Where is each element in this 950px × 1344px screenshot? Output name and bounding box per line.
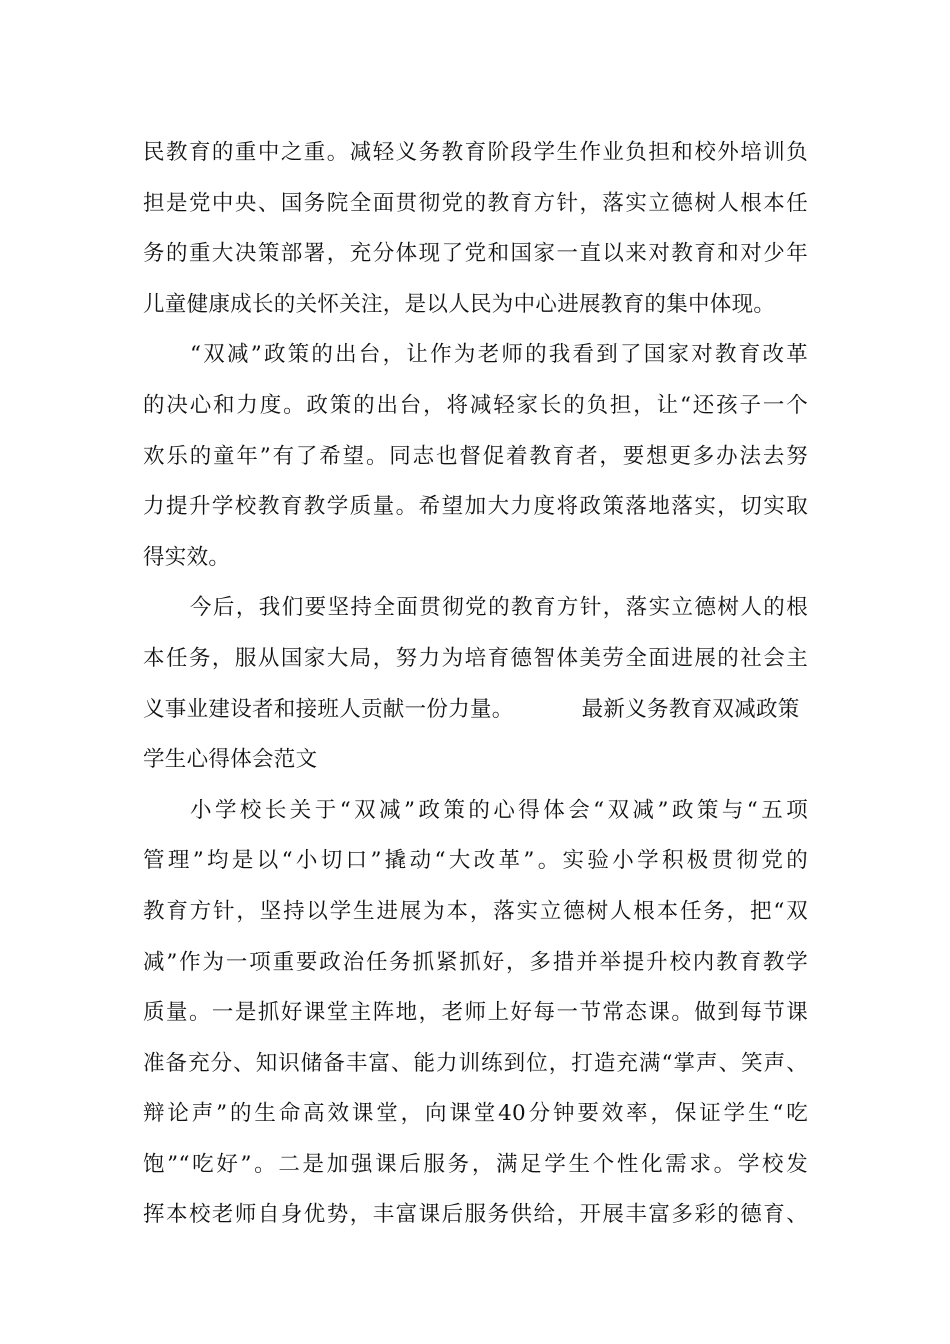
text-line: 担是党中央、国务院全面贯彻党的教育方针，落实立德树人根本任 <box>143 190 808 216</box>
text-line: 饱”“吃好”。二是加强课后服务，满足学生个性化需求。学校发 <box>143 1151 808 1177</box>
text-line: 民教育的重中之重。减轻义务教育阶段学生作业负担和校外培训负 <box>143 140 808 165</box>
text-line: 务的重大决策部署，充分体现了党和国家一直以来对教育和对少年 <box>143 241 808 267</box>
text-segment: 义事业建设者和接班人贡献一份力量。 <box>143 696 514 722</box>
text-line: 教育方针，坚持以学生进展为本，落实立德树人根本任务，把“双 <box>143 898 808 924</box>
text-line: 辩论声”的生命高效课堂，向课堂40分钟要效率，保证学生“吃 <box>143 1101 808 1127</box>
article-title-start: 最新义务教育双减政策 <box>581 696 800 722</box>
text-line: 得实效。 <box>143 544 231 570</box>
text-line: 本任务，服从国家大局，努力为培育德智体美劳全面进展的社会主 <box>143 645 808 671</box>
text-line: 管理”均是以“小切口”撬动“大改革”。实验小学积极贯彻党的 <box>143 848 808 874</box>
text-line: 儿童健康成长的关怀关注，是以人民为中心进展教育的集中体现。 <box>143 291 776 317</box>
text-line: 减”作为一项重要政治任务抓紧抓好，多措并举提升校内教育教学 <box>143 949 808 975</box>
text-line: 准备充分、知识储备丰富、能力训练到位，打造充满“掌声、笑声、 <box>143 1050 808 1076</box>
document-body <box>143 128 808 1241</box>
text-line: 挥本校老师自身优势，丰富课后服务供给，开展丰富多彩的德育、 <box>143 1202 808 1228</box>
paragraph-first-line: 今后，我们要坚持全面贯彻党的教育方针，落实立德树人的根 <box>190 595 808 621</box>
text-line: 的决心和力度。政策的出台，将减轻家长的负担，让“还孩子一个 <box>143 392 808 418</box>
text-line: 力提升学校教育教学质量。希望加大力度将政策落地落实，切实取 <box>143 494 808 520</box>
text-line: 质量。一是抓好课堂主阵地，老师上好每一节常态课。做到每节课 <box>143 1000 808 1026</box>
paragraph-first-line: “双减”政策的出台，让作为老师的我看到了国家对教育改革 <box>190 342 808 368</box>
paragraph-first-line: 小学校长关于“双减”政策的心得体会“双减”政策与“五项 <box>190 797 808 823</box>
article-title-end: 学生心得体会范文 <box>143 747 318 773</box>
text-line: 欢乐的童年”有了希望。同志也督促着教育者，要想更多办法去努 <box>143 443 808 469</box>
text-line <box>143 685 808 736</box>
